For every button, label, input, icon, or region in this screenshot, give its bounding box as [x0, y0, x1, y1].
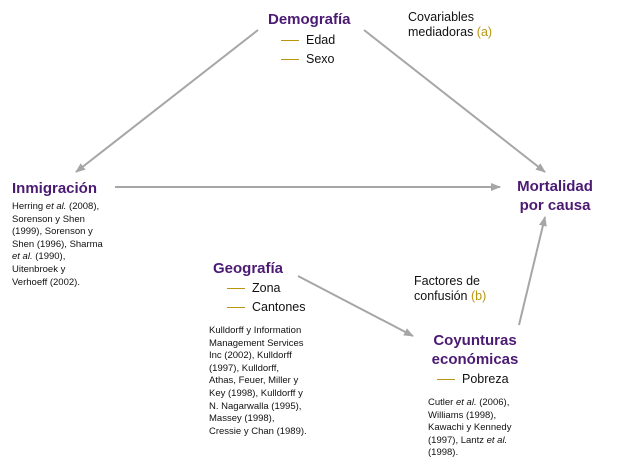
geografia-item-zona: Zona [227, 281, 281, 295]
demografia-item-sexo: Sexo [281, 52, 335, 66]
arrow-demografia-inmigracion [76, 30, 258, 172]
node-coyunturas-title: Coyunturas económicas [431, 332, 519, 368]
dash-icon [227, 307, 245, 308]
dash-icon [227, 288, 245, 289]
coyunturas-item-pobreza: Pobreza [437, 372, 509, 386]
coyunturas-references: Cutler et al. (2006), Williams (1998), Kawachi y Kennedy (1997), Lantz et al. (1998). [428, 397, 512, 459]
dash-icon [437, 379, 455, 380]
node-mortalidad-title: Mortalidad por causa [517, 178, 593, 214]
annotation-mediadoras: Covariables mediadoras (a) [408, 10, 493, 39]
demografia-item-edad: Edad [281, 33, 335, 47]
arrow-demografia-mortalidad [364, 30, 545, 172]
node-demografia-title: Demografía [268, 11, 351, 28]
geografia-references: Kulldorff y Information Management Services Inc (2002), Kulldorff (1997), Kulldorff, Athas, Feuer, Miller y Key (1998), Kulldorff y N. Nagarwalla (1995), Massey (1998), Cressie y Chan (1989). [209, 325, 307, 437]
annotation-confusion: Factores de confusión (b) [414, 274, 487, 303]
dash-icon [281, 40, 299, 41]
node-geografia-title: Geografía [213, 260, 284, 277]
dash-icon [281, 59, 299, 60]
geografia-item-cantones: Cantones [227, 300, 306, 314]
arrow-coyunturas-mortalidad [519, 217, 545, 325]
inmigracion-references: Herring et al. (2008), Sorenson y Shen (1999), Sorenson y Shen (1996), Sharma et al. (1990), Uitenbroek y Verhoeff (2002). [12, 201, 103, 288]
node-inmigracion-title: Inmigración [12, 180, 98, 197]
